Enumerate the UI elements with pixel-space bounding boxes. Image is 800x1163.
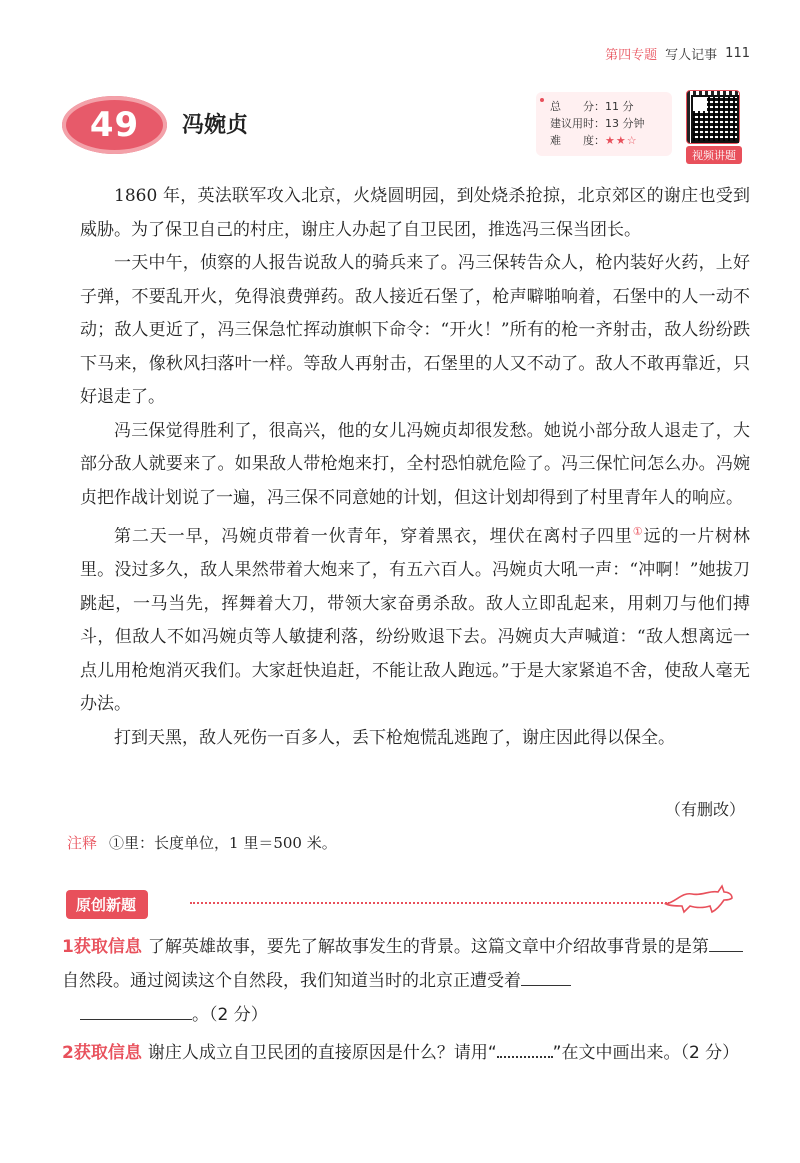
time-value: 13 分钟 (605, 117, 645, 130)
difficulty-label: 难 度： (550, 134, 605, 147)
difficulty-stars: ★★☆ (605, 134, 638, 147)
lesson-number-badge (62, 96, 167, 154)
question-1-line-1 (62, 930, 752, 998)
section-name: 写人记事 (665, 48, 718, 63)
paragraph-5: 打到天黑，敌人死伤一百多人，丢下枪炮慌乱逃跑了，谢庄因此得以保全。 (114, 727, 675, 748)
question-1-blank-2b[interactable] (80, 1001, 192, 1020)
paragraph-3: 冯三保觉得胜利了，很高兴，他的女儿冯婉贞却很发愁。她说小部分敌人退走了，大部分敌人就要来了。如果敌人带枪炮来打，全村恐怕就危险了。冯三保忙问怎么办。冯婉贞把作战计划说了一遍，冯三保不同意她的计划，但这计划却得到了村里青年人的响应。 (80, 420, 750, 508)
lesson-number: 49 (89, 105, 140, 145)
page-header (605, 44, 750, 63)
question-1-text-c: 。（2 分） (192, 1005, 268, 1025)
question-2-text-b: ”在文中画出来。（2 分） (552, 1043, 740, 1063)
time-label: 建议用时： (550, 117, 605, 130)
section-header (62, 886, 752, 922)
question-1-blank-1[interactable] (709, 933, 743, 952)
dotted-divider (190, 902, 670, 904)
cat-icon (662, 878, 738, 916)
question-2 (62, 1036, 752, 1070)
annotation (67, 832, 337, 853)
page-number: 111 (725, 46, 750, 61)
question-1-text-b: 自然段。通过阅读这个自然段，我们知道当时的北京正遭受着 (62, 971, 521, 991)
wavy-underline-mark (497, 1042, 553, 1058)
question-1-number: 1 (62, 937, 74, 957)
total-score-row (550, 98, 664, 115)
source-note: （有删改） (664, 800, 745, 819)
question-1-line-2 (62, 998, 752, 1032)
article-body (80, 180, 750, 755)
qr-code-icon[interactable] (686, 90, 740, 144)
video-explain-label[interactable]: 视频讲题 (686, 146, 742, 164)
question-2-text-a: 谢庄人成立自卫民团的直接原因是什么？请用“ (147, 1043, 497, 1063)
annotation-label: 注释 (67, 834, 98, 852)
time-row (550, 115, 664, 132)
question-1-text-a: 了解英雄故事，要先了解故事发生的背景。这篇文章中介绍故事背景的是第 (147, 937, 709, 957)
question-1-type: 获取信息 (73, 937, 142, 957)
paragraph-1: 1860 年，英法联军攻入北京，火烧圆明园，到处烧杀抢掠，北京郊区的谢庄也受到威胁。为了保卫自己的村庄，谢庄人办起了自卫民团，推选冯三保当团长。 (80, 186, 750, 240)
total-label: 总 分： (550, 100, 605, 113)
question-1 (62, 930, 752, 1032)
total-value: 11 分 (605, 100, 634, 113)
lesson-title: 冯婉贞 (182, 113, 249, 138)
question-2-type: 获取信息 (73, 1043, 142, 1063)
annotation-text: ①里：长度单位，1 里＝500 米。 (109, 834, 337, 852)
paragraph-4 (80, 515, 750, 722)
paragraph-4-part-1: 第二天一早，冯婉贞带着一伙青年，穿着黑衣，埋伏在离村子四里 (114, 526, 633, 547)
footnote-mark: ① (632, 525, 644, 538)
qr-pattern (691, 95, 739, 143)
paragraph-2: 一天中午，侦察的人报告说敌人的骑兵来了。冯三保转告众人，枪内装好火药，上好子弹，不要乱开火，免得浪费弹药。敌人接近石堡了，枪声噼啪响着，石堡中的人一动不动；敌人更近了，冯三保急忙挥动旗帜下命令：“开火！”所有的枪一齐射击，敌人纷纷跌下马来，像秋风扫落叶一样。等敌人再射击，石堡里的人又不动了。敌人不敢再靠近，只好退走了。 (80, 253, 750, 407)
paragraph-4-part-2: 远的一片树林里。没过多久，敌人果然带着大炮来了，有五六百人。冯婉贞大吼一声：“冲啊！”她拔刀跳起，一马当先，挥舞着大刀，带领大家奋勇杀敌。敌人立即乱起来，用刺刀与他们搏斗，但敌人不如冯婉贞等人敏捷利落，纷纷败退下去。冯婉贞大声喊道：“敌人想离远一点儿用枪炮消灭我们。大家赶快追赶，不能让敌人跑远。”于是大家紧追不舍，使敌人毫无办法。 (80, 526, 751, 715)
topic-label: 第四专题 (605, 48, 658, 63)
difficulty-row (550, 132, 664, 149)
question-1-blank-2a[interactable] (521, 967, 571, 986)
info-box (536, 92, 672, 156)
question-2-number: 2 (62, 1043, 74, 1063)
section-title: 原创新题 (66, 890, 148, 919)
